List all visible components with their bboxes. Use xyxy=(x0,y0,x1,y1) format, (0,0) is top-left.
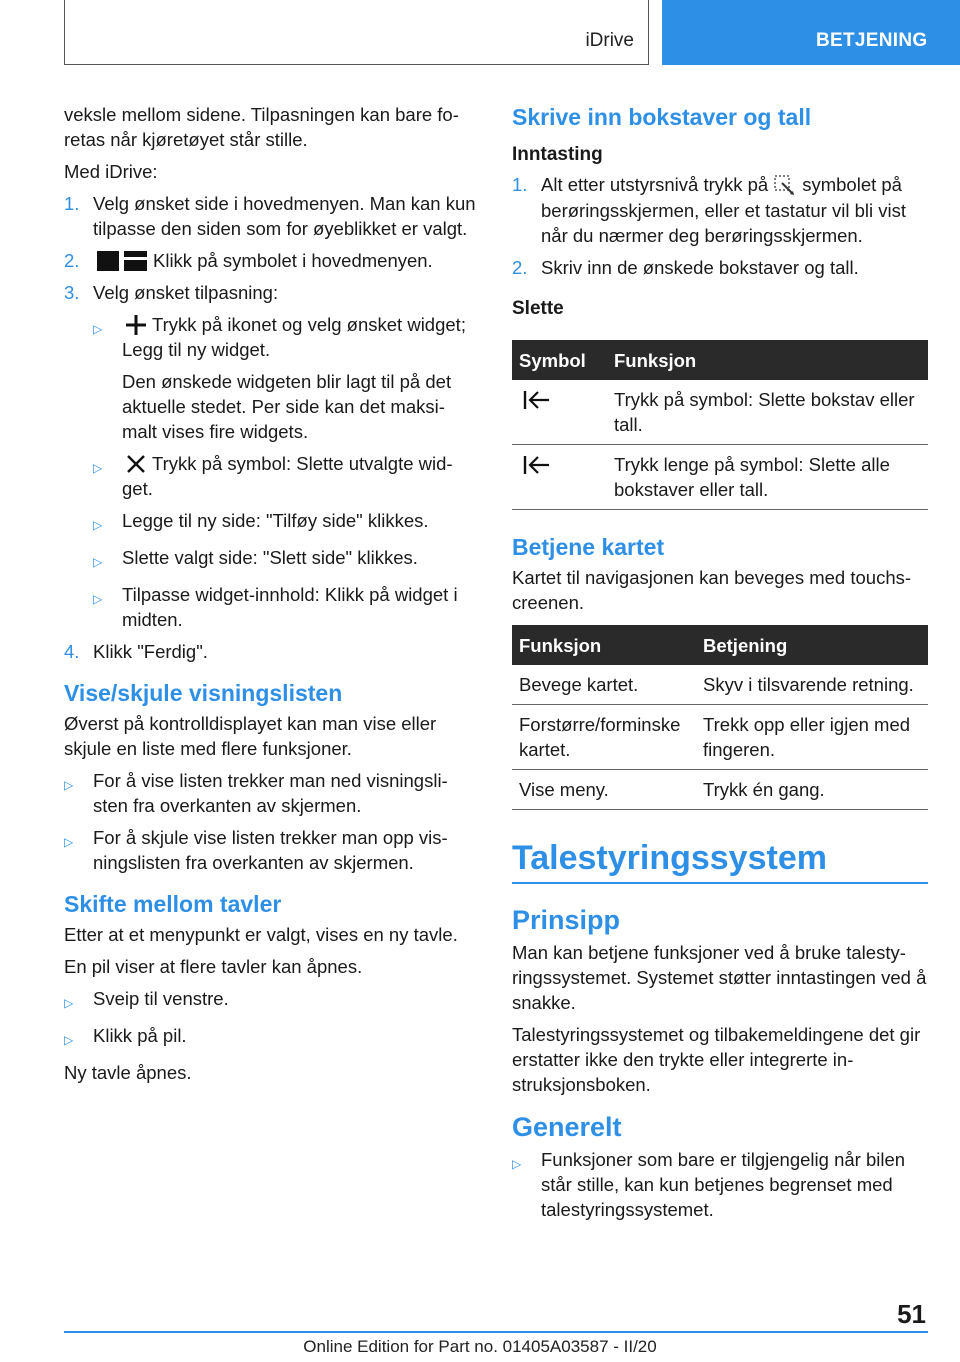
boards-heading: Skifte mellom tavler xyxy=(64,891,282,918)
delete-label: Slette xyxy=(512,298,564,320)
intro-text: veksle mellom sidene. Tilpasningen kan bare fo‐retas når kjøretøyet står stille. xyxy=(64,104,459,150)
general-bullet: ▷ Funksjoner som bare er tilgjengelig når bilen står stille, kan kun betjenes begrenset med talestyringssystemet. xyxy=(512,1149,906,1221)
step-number: 2. xyxy=(512,257,528,279)
step-number: 3. xyxy=(64,282,80,304)
boards-bullet-swipe: ▷ Sveip til venstre. xyxy=(64,986,476,1016)
table-cell: Trykk én gang. xyxy=(696,770,928,810)
boards-text-1: Etter at et menypunkt er valgt, vises en ny tavle. xyxy=(64,924,458,946)
principle-text-1: Man kan betjene funksjoner ved å bruke talesty‐ringssystemet. Systemet støtter inntastingen ved å snakke. xyxy=(512,942,927,1014)
sub-item-delete-widget: ▷ Trykk på symbol: Slette utvalgte wid‐get. xyxy=(93,453,453,500)
sub-item-add-widget: ▷ Trykk på ikonet og velg ønsket widget; Legg til ny widget. xyxy=(93,314,466,361)
table-cell: Bevege kartet. xyxy=(512,665,696,705)
boards-bullet-click: ▷ Klikk på pil. xyxy=(64,1023,476,1053)
step-text: Velg ønsket tilpasning: xyxy=(93,282,279,304)
backspace-arrow-icon xyxy=(522,389,552,411)
principle-text-2: Talestyringssystemet og tilbakemeldingene det gir erstatter ikke den trykte eller integrerte in‐struksjonsboken. xyxy=(512,1024,921,1096)
input-step-1: 1. Alt etter utstyrsnivå trykk på symbolet på berøringsskjermen, eller et tastatur vil bli vist når du nærmer deg berøringsskjermen. xyxy=(512,174,906,247)
footer-text: Online Edition for Part no. 01405A03587 - II/20 xyxy=(303,1337,657,1356)
triangle-bullet-icon: ▷ xyxy=(64,996,74,1011)
table-cell: Trykk på symbol: Slette bokstav eller tall. xyxy=(607,380,928,445)
triangle-bullet-icon: ▷ xyxy=(93,592,103,607)
triangle-bullet-icon: ▷ xyxy=(93,555,103,570)
step-4 xyxy=(64,639,476,664)
list-bullet-show: ▷ For å vise listen trekker man ned visningsli‐sten fra overkanten av skjermen. xyxy=(64,770,448,817)
map-heading: Betjene kartet xyxy=(512,534,665,561)
footer-divider xyxy=(64,1331,928,1333)
plus-icon xyxy=(126,315,146,335)
table-header: Funksjon xyxy=(512,625,696,665)
left-column xyxy=(64,102,476,1092)
triangle-bullet-icon: ▷ xyxy=(64,835,74,850)
triangle-bullet-icon: ▷ xyxy=(93,461,103,476)
table-row xyxy=(512,665,928,705)
triangle-bullet-icon: ▷ xyxy=(93,518,103,533)
with-idrive-text: Med iDrive: xyxy=(64,161,158,182)
map-table xyxy=(512,625,928,810)
backspace-arrow-icon xyxy=(522,454,552,476)
boards-text-3: Ny tavle åpnes. xyxy=(64,1062,192,1084)
step-text: Skriv inn de ønskede bokstaver og tall. xyxy=(541,257,859,279)
delete-table xyxy=(512,340,928,510)
sub-item-delete-page: ▷ Slette valgt side: "Slett side" klikkes. xyxy=(64,545,476,575)
step-text: Klikk "Ferdig". xyxy=(93,641,208,663)
add-widget-note: Den ønskede widgeten blir lagt til på det aktuelle stedet. Per side kan det maksi‐malt vises fire widgets. xyxy=(122,371,452,443)
list-text: Øverst på kontrolldisplayet kan man vise eller skjule en liste med flere funksjoner. xyxy=(64,713,437,760)
table-row xyxy=(512,445,928,510)
step-2 xyxy=(64,248,476,273)
table-header: Betjening xyxy=(696,625,928,665)
step-number: 1. xyxy=(512,174,528,195)
sub-item-customize-widget: ▷ Tilpasse widget-innhold: Klikk på widget i midten. xyxy=(93,584,458,631)
triangle-bullet-icon: ▷ xyxy=(512,1157,522,1172)
list-bullet-hide: ▷ For å skjule vise listen trekker man opp vis‐ningslisten fra overkanten av skjermen. xyxy=(64,827,448,874)
header-title: iDrive xyxy=(585,30,634,51)
general-heading: Generelt xyxy=(512,1112,622,1143)
table-row xyxy=(512,705,928,770)
input-label: Inntasting xyxy=(512,144,603,165)
input-step-2 xyxy=(512,255,928,280)
table-row xyxy=(512,380,928,445)
table-cell: Trykk lenge på symbol: Slette alle bokstaver eller tall. xyxy=(607,445,928,510)
table-cell: Forstørre/forminske kartet. xyxy=(512,705,696,770)
step-number: 4. xyxy=(64,641,80,663)
table-cell: Trekk opp eller igjen med fingeren. xyxy=(696,705,928,770)
header-section: BETJENING xyxy=(816,30,928,51)
triangle-bullet-icon: ▷ xyxy=(64,778,74,793)
right-column xyxy=(512,102,928,1229)
input-heading: Skrive inn bokstaver og tall xyxy=(512,104,812,130)
sub-item-add-page: ▷ Legge til ny side: "Tilføy side" klikkes. xyxy=(64,508,476,538)
step-text: Velg ønsket side i hovedmenyen. Man kan kun tilpasse den siden som for øyeblikket er valgt. xyxy=(93,193,476,239)
list-heading: Vise/skjule visningslisten xyxy=(64,680,343,707)
boards-text-2: En pil viser at flere tavler kan åpnes. xyxy=(64,956,363,978)
page-number: 51 xyxy=(897,1299,926,1329)
map-text: Kartet til navigasjonen kan beveges med touchs‐creenen. xyxy=(512,567,912,614)
header-title-box xyxy=(64,0,649,65)
triangle-bullet-icon: ▷ xyxy=(64,1033,74,1048)
header-section-tab xyxy=(662,0,960,65)
table-row xyxy=(512,770,928,810)
widget-layout-icon xyxy=(97,251,147,271)
table-header: Funksjon xyxy=(607,340,928,380)
step-number: 2. xyxy=(64,250,80,271)
close-x-icon xyxy=(126,454,146,474)
step-3 xyxy=(64,280,476,305)
table-cell: Vise meny. xyxy=(512,770,696,810)
table-cell: Skyv i tilsvarende retning. xyxy=(696,665,928,705)
table-header: Symbol xyxy=(512,340,607,380)
triangle-bullet-icon: ▷ xyxy=(93,322,103,337)
step-text: Klikk på symbolet i hovedmenyen. xyxy=(153,250,433,271)
handwriting-icon xyxy=(772,174,796,196)
step-1 xyxy=(64,191,476,241)
step-number: 1. xyxy=(64,193,80,214)
chapter-title: Talestyringssystem xyxy=(512,836,928,884)
principle-heading: Prinsipp xyxy=(512,905,621,936)
